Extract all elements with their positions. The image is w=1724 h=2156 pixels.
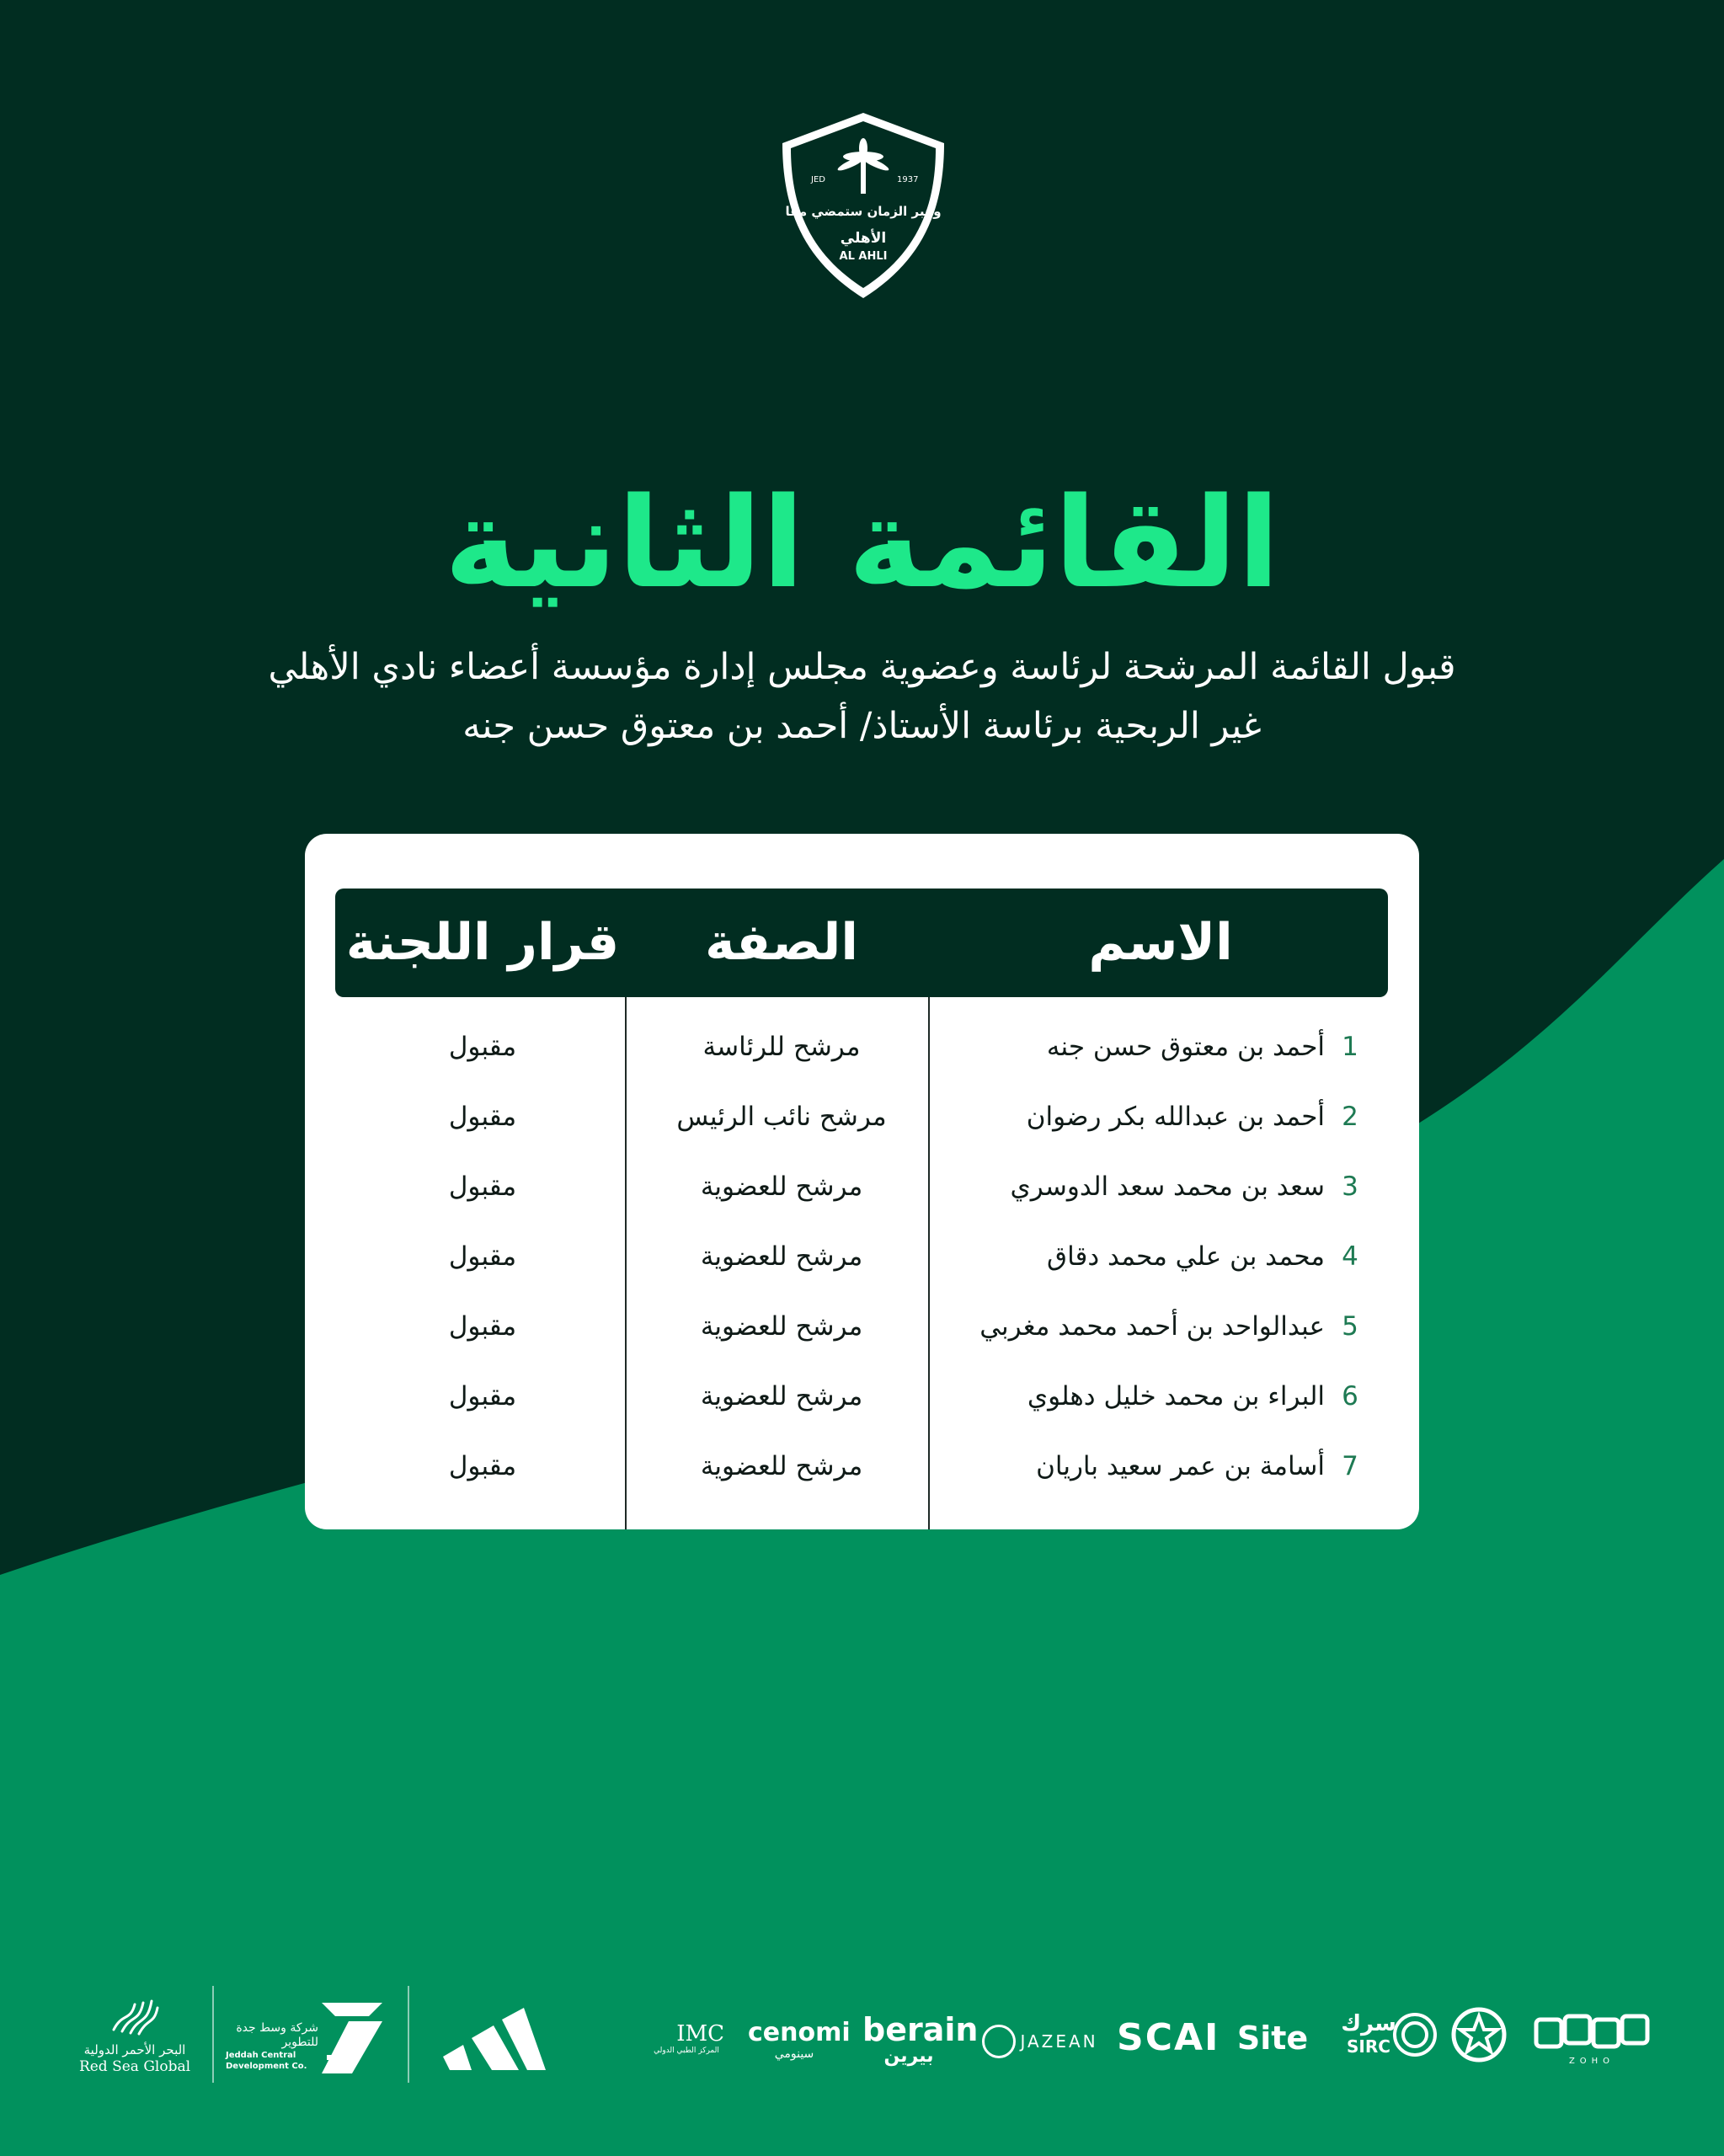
- page-subtitle: [152, 638, 1572, 755]
- candidate-role: مرشح للعضوية: [700, 1311, 863, 1342]
- row-number: 4: [1342, 1241, 1358, 1272]
- red-sea-global-icon: [105, 1988, 164, 2038]
- site-logo: Site: [1236, 2020, 1309, 2057]
- candidate-name: أسامة بن عمر سعيد باريان: [1036, 1451, 1325, 1481]
- imc-text: IMC: [676, 2021, 724, 2047]
- row-number: 6: [1342, 1381, 1358, 1412]
- jazeean-text: JAZEAN: [1020, 2031, 1098, 2052]
- cenomi-ar: سينومي: [774, 2047, 814, 2061]
- jeddah-central-logo: [226, 2021, 318, 2072]
- berain-text: berain: [862, 2011, 979, 2048]
- imc-ar: المركز الطبي الدولي: [654, 2047, 719, 2055]
- header-decision: قرار اللجنة: [345, 913, 620, 972]
- table-row: [335, 1432, 1388, 1502]
- candidates-table-card: [305, 834, 1419, 1529]
- candidate-name: أحمد بن عبدالله بكر رضوان: [1026, 1102, 1325, 1132]
- sponsors-strip: [0, 1962, 1724, 2114]
- committee-decision: مقبول: [448, 1381, 517, 1412]
- table-row: [335, 1152, 1388, 1222]
- subtitle-line-1: قبول القائمة المرشحة لرئاسة وعضوية مجلس إدارة مؤسسة أعضاء نادي الأهلي: [268, 646, 1456, 688]
- row-number: 1: [1342, 1032, 1358, 1062]
- committee-decision: مقبول: [448, 1102, 517, 1132]
- jazeean-logo: [977, 2025, 1103, 2058]
- sirc-text: SIRC: [1347, 2036, 1390, 2057]
- cenomi-text: cenomi: [748, 2018, 851, 2047]
- table-row: [335, 1362, 1388, 1432]
- crest-name-ar: الأهلي: [840, 230, 887, 247]
- subtitle-line-2: غير الربحية برئاسة الأستاذ/ أحمد بن معتوق حسن جنه: [462, 705, 1262, 747]
- jeddah-en: Jeddah Central Development Co.: [226, 2051, 307, 2071]
- sponsor-divider: [212, 1986, 214, 2083]
- red-sea-ar: البحر الأحمر الدولية: [83, 2042, 186, 2057]
- zoho-text: ZOHO: [1568, 2057, 1615, 2066]
- table-row: [335, 1222, 1388, 1292]
- table-row: [335, 1082, 1388, 1152]
- scai-logo: SCAI: [1117, 2016, 1220, 2059]
- row-number: 3: [1342, 1171, 1358, 1202]
- sirc-logo: [1339, 2011, 1398, 2057]
- committee-decision: مقبول: [448, 1451, 517, 1481]
- candidate-name: البراء بن محمد خليل دهلوي: [1027, 1381, 1325, 1412]
- candidate-name: سعد بن محمد سعد الدوسري: [1010, 1171, 1325, 1202]
- candidate-role: مرشح للعضوية: [700, 1451, 863, 1481]
- cenomi-logo: [748, 2018, 851, 2061]
- committee-decision: مقبول: [448, 1241, 517, 1272]
- adidas-logo-icon: [443, 2004, 546, 2070]
- candidate-name: محمد بن علي محمد دقاق: [1047, 1241, 1325, 1272]
- header-role: الصفة: [705, 913, 858, 972]
- berain-ar: بيرين: [883, 2046, 934, 2067]
- candidate-role: مرشح للرئاسة: [702, 1032, 861, 1062]
- jeddah-central-icon: [318, 1996, 386, 2080]
- zoho-logo: [1533, 2013, 1651, 2066]
- row-number: 5: [1342, 1311, 1358, 1342]
- candidate-role: مرشح للعضوية: [700, 1241, 863, 1272]
- al-ahli-crest-logo: [779, 109, 947, 302]
- committee-decision: مقبول: [448, 1032, 517, 1062]
- sponsor-divider: [408, 1986, 409, 2083]
- page-title: القائمة الثانية: [444, 471, 1280, 616]
- candidate-role: مرشح للعضوية: [700, 1381, 863, 1412]
- crest-right-text: 1937: [897, 175, 919, 184]
- row-number: 2: [1342, 1102, 1358, 1132]
- header-name: الاسم: [1088, 913, 1233, 972]
- berain-logo: [862, 2011, 979, 2067]
- candidate-role: مرشح نائب الرئيس: [676, 1102, 887, 1132]
- table-row: [335, 1012, 1388, 1082]
- zoho-icon: [1533, 2013, 1651, 2053]
- imc-logo: [649, 2021, 724, 2055]
- row-number: 7: [1342, 1451, 1358, 1481]
- sirc-ar: سرك: [1341, 2011, 1396, 2036]
- committee-decision: مقبول: [448, 1311, 517, 1342]
- crest-left-text: JED: [811, 175, 825, 184]
- jazeean-icon: [982, 2025, 1016, 2058]
- table-header: [335, 889, 1388, 997]
- red-sea-en: Red Sea Global: [78, 2058, 191, 2075]
- committee-decision: مقبول: [448, 1171, 517, 1202]
- emblem-icon: [1450, 2006, 1508, 2063]
- sirc-ring-icon: [1391, 2011, 1438, 2058]
- crest-name-en: AL AHLI: [839, 250, 888, 263]
- red-sea-global-logo: [67, 1988, 202, 2075]
- jeddah-ar: شركة وسط جدة للتطوير: [236, 2021, 318, 2049]
- candidate-role: مرشح للعضوية: [700, 1171, 863, 1202]
- crest-arc-text: وعبر الزمان ستمضي مقا: [785, 204, 942, 219]
- candidate-name: أحمد بن معتوق حسن جنه: [1046, 1032, 1325, 1062]
- table-row: [335, 1292, 1388, 1362]
- candidate-name: عبدالواحد بن أحمد محمد مغربي: [979, 1311, 1325, 1342]
